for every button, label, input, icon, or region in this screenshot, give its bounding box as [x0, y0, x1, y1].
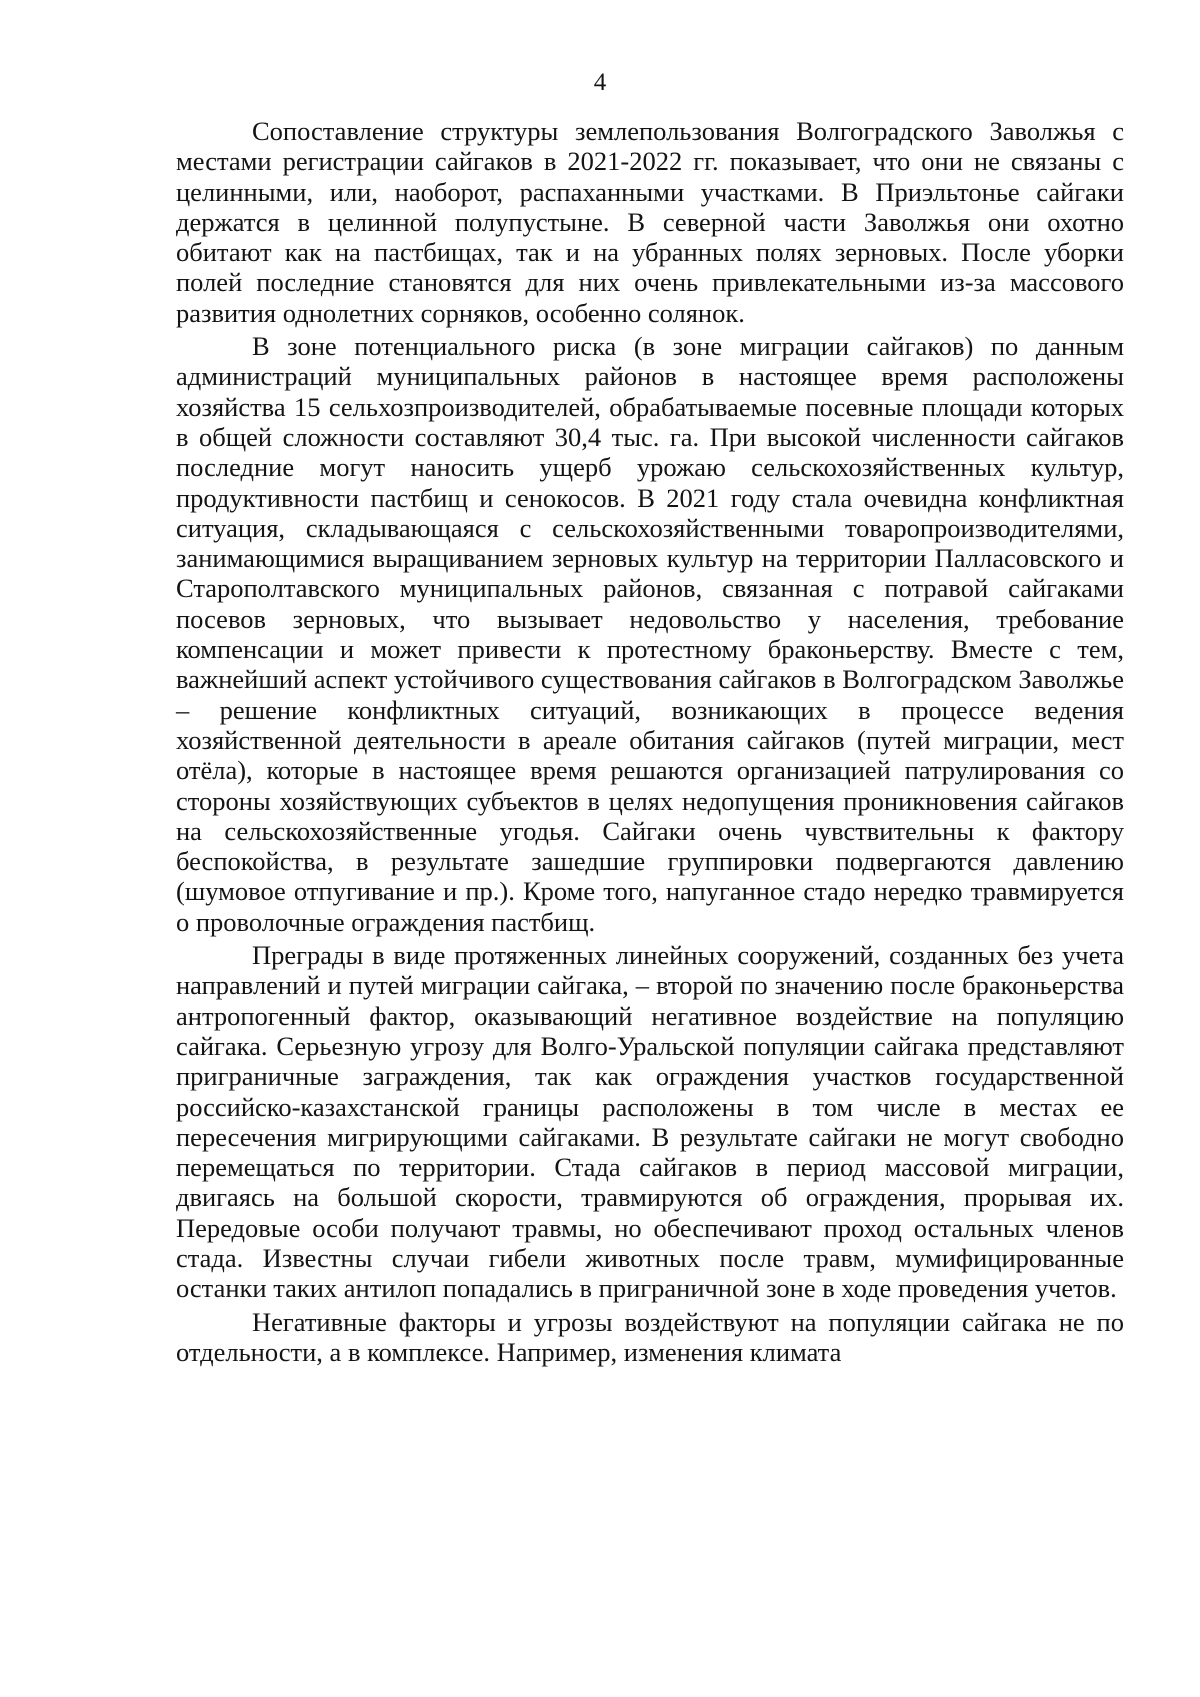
- page-number: 4: [593, 69, 607, 96]
- document-body: [176, 116, 1124, 1367]
- paragraph-negative-factors: Негативные факторы и угрозы воздействуют на популяции сайгака не по отдельности, а в комплексе. Например, изменения климата: [176, 1306, 1124, 1367]
- paragraph-land-use: Сопоставление структуры землепользования Волгоградского Заволжья с местами регистрации сайгаков в 2021-2022 гг. показывает, что они не связаны с целинными, или, наоборот, распаханными участками. В Приэльтонье сайгаки держатся в целинной полупустыне. В северной части Заволжья они охотно обитают как на пастбищах, так и на убранных полях зерновых. После уборки полей последние становятся для них очень привлекательными из-за массового развития однолетних сорняков, особенно солянок.: [176, 116, 1124, 328]
- paragraph-barriers: Преграды в виде протяженных линейных сооружений, созданных без учета направлений и путей миграции сайгака, – второй по значению после браконьерства антропогенный фактор, оказывающий негативное воздействие на популяцию сайгака. Серьезную угрозу для Волго-Уральской популяции сайгака представляют приграничные заграждения, так как ограждения участков государственной российско-казахстанской границы расположены в том числе в местах ее пересечения мигрирующими сайгаками. В результате сайгаки не могут свободно перемещаться по территории. Стада сайгаков в период массовой миграции, двигаясь на большой скорости, травмируются об ограждения, прорывая их. Передовые особи получают травмы, но обеспечивают проход остальных членов стада. Известны случаи гибели животных после травм, мумифицированные останки таких антилоп попадались в приграничной зоне в ходе проведения учетов.: [176, 940, 1124, 1304]
- paragraph-risk-zone: В зоне потенциального риска (в зоне миграции сайгаков) по данным администраций муниципальных районов в настоящее время расположены хозяйства 15 сельхозпроизводителей, обрабатываемые посевные площади которых в общей сложности составляют 30,4 тыс. га. При высокой численности сайгаков последние могут наносить ущерб урожаю сельскохозяйственных культур, продуктивности пастбищ и сенокосов. В 2021 году стала очевидна конфликтная ситуация, складывающаяся с сельскохозяйственными товаропроизводителями, занимающимися выращиванием зерновых культур на территории Палласовского и Старополтавского муниципальных районов, связанная с потравой сайгаками посевов зерновых, что вызывает недовольство у населения, требование компенсации и может привести к протестному браконьерству. Вместе с тем, важнейший аспект устойчивого существования сайгаков в Волгоградском Заволжье – решение конфликтных ситуаций, возникающих в процессе ведения хозяйственной деятельности в ареале обитания сайгаков (путей миграции, мест отёла), которые в настоящее время решаются организацией патрулирования со стороны хозяйствующих субъектов в целях недопущения проникновения сайгаков на сельскохозяйственные угодья. Сайгаки очень чувствительны к фактору беспокойства, в результате зашедшие группировки подвергаются давлению (шумовое отпугивание и пр.). Кроме того, напуганное стадо нередко травмируется о проволочные ограждения пастбищ.: [176, 331, 1124, 937]
